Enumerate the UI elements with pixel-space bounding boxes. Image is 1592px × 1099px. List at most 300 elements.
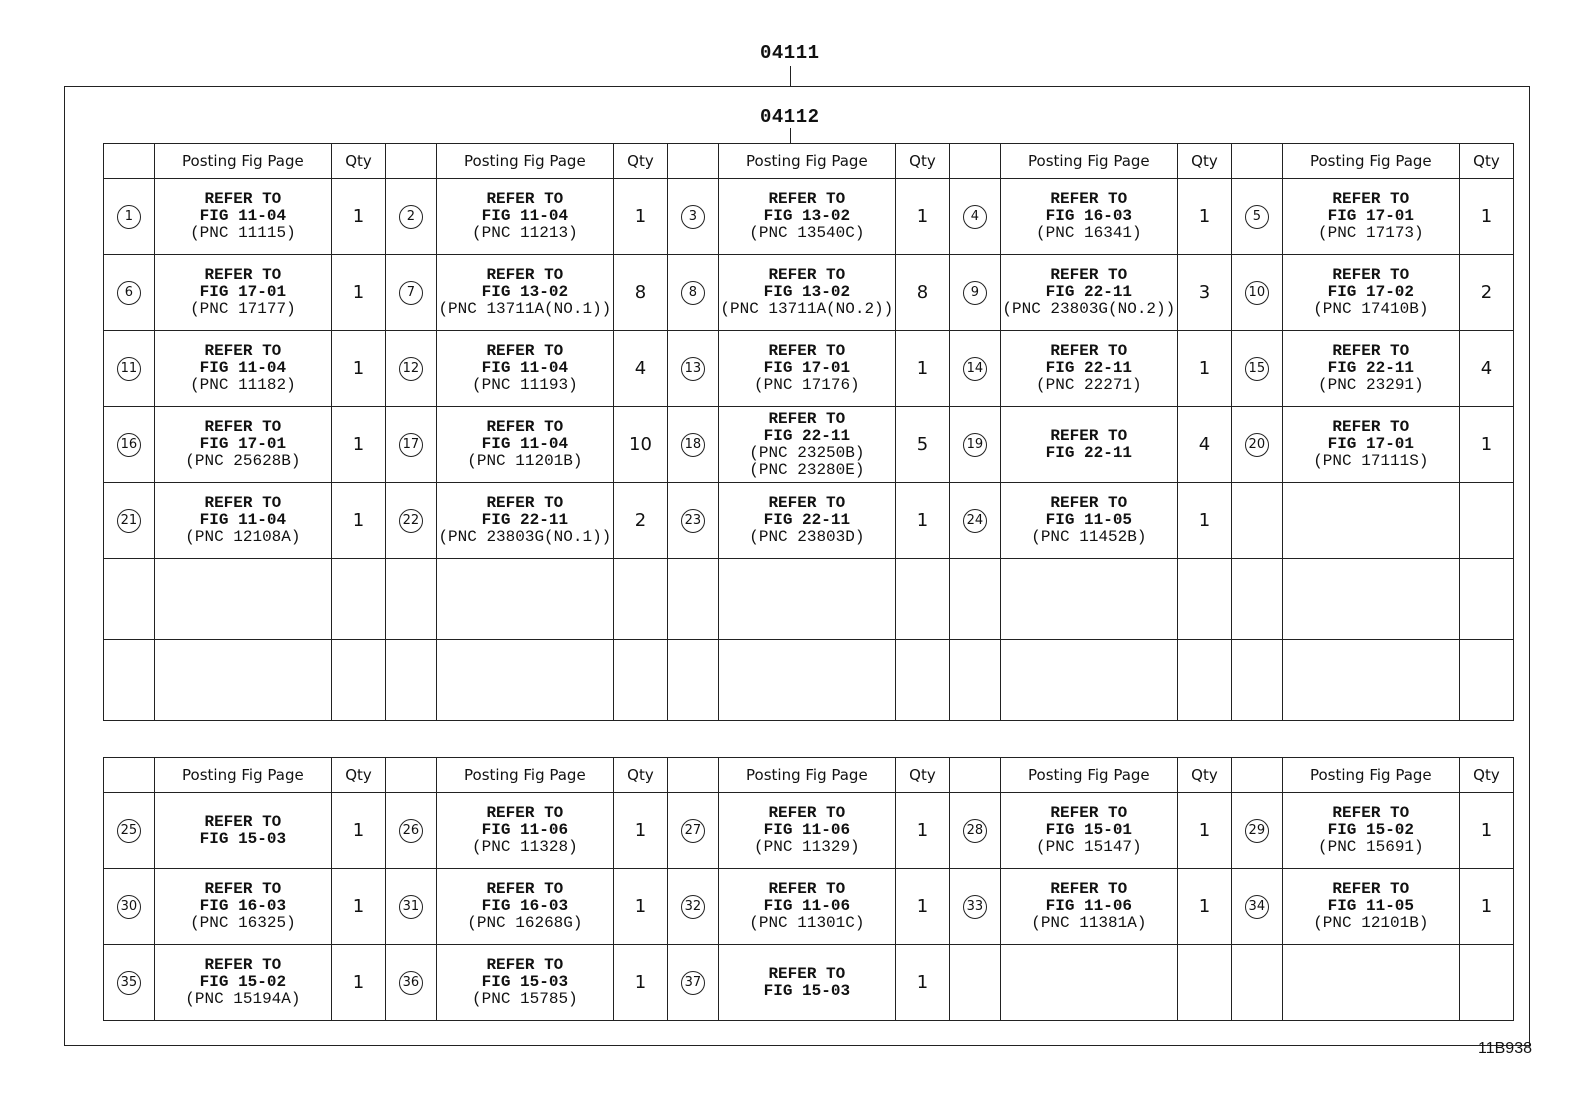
pnc-reference: (PNC 17173) — [1318, 224, 1424, 242]
item-number-cell — [385, 407, 436, 483]
posting-fig-page-cell — [718, 331, 895, 407]
item-number-badge: 12 — [399, 357, 423, 381]
qty-cell — [1177, 559, 1231, 640]
header-posting-fig-page: Posting Fig Page — [718, 144, 895, 179]
pnc-reference: (PNC 17177) — [190, 300, 296, 318]
posting-fig-page-cell — [1282, 483, 1459, 559]
pnc-reference: (PNC 15785) — [472, 990, 578, 1008]
pnc-reference: (PNC 17410B) — [1313, 300, 1429, 318]
item-number-badge: 29 — [1245, 819, 1269, 843]
fig-reference: FIG 17-01 — [199, 283, 287, 301]
item-number-badge: 4 — [963, 205, 987, 229]
item-number-badge: 3 — [681, 205, 705, 229]
fig-reference: FIG 15-02 — [199, 973, 287, 991]
header-posting-fig-page: Posting Fig Page — [1282, 144, 1459, 179]
item-number-cell — [667, 255, 718, 331]
qty-cell: 5 — [895, 407, 949, 483]
header-row — [104, 758, 1514, 793]
fig-reference: FIG 11-06 — [1045, 897, 1133, 915]
header-qty: Qty — [613, 144, 667, 179]
item-number-badge: 28 — [963, 819, 987, 843]
qty-cell — [1459, 945, 1513, 1021]
item-number-badge: 22 — [399, 509, 423, 533]
item-number-badge: 15 — [1245, 357, 1269, 381]
qty-cell: 1 — [1459, 869, 1513, 945]
table-row — [104, 793, 1514, 869]
posting-fig-page-cell — [718, 869, 895, 945]
posting-fig-page-cell — [1282, 869, 1459, 945]
fig-reference: FIG 17-01 — [763, 359, 851, 377]
table-row — [104, 179, 1514, 255]
figure-code: 11B938 — [1478, 1040, 1532, 1057]
item-number-badge: 14 — [963, 357, 987, 381]
posting-fig-page-cell — [718, 640, 895, 721]
item-number-cell — [104, 793, 155, 869]
qty-cell: 1 — [1177, 793, 1231, 869]
item-number-cell — [667, 640, 718, 721]
item-number-cell — [667, 945, 718, 1021]
fig-reference: FIG 16-03 — [481, 897, 569, 915]
table-row — [104, 945, 1514, 1021]
item-number-cell — [949, 407, 1000, 483]
header-index-blank — [949, 758, 1000, 793]
leader-outer — [790, 66, 791, 86]
refer-label: REFER TO — [204, 494, 282, 512]
qty-cell — [613, 559, 667, 640]
item-number-cell — [104, 179, 155, 255]
item-number-badge: 27 — [681, 819, 705, 843]
qty-cell: 10 — [613, 407, 667, 483]
item-number-cell — [949, 793, 1000, 869]
table-row — [104, 559, 1514, 640]
header-qty: Qty — [1459, 758, 1513, 793]
qty-cell: 1 — [1177, 331, 1231, 407]
header-index-blank — [667, 144, 718, 179]
item-number-cell — [949, 640, 1000, 721]
pnc-reference: (PNC 11182) — [190, 376, 296, 394]
pnc-reference: (PNC 16325) — [190, 914, 296, 932]
pnc-reference: (PNC 13711A(NO.1)) — [438, 300, 612, 318]
fig-reference: FIG 22-11 — [1045, 443, 1133, 462]
qty-cell: 4 — [613, 331, 667, 407]
fig-reference: FIG 11-06 — [481, 821, 569, 839]
posting-fig-page-cell — [1000, 869, 1177, 945]
qty-cell — [1177, 640, 1231, 721]
item-number-badge: 36 — [399, 971, 423, 995]
qty-cell — [331, 640, 385, 721]
qty-cell: 8 — [895, 255, 949, 331]
qty-cell — [331, 559, 385, 640]
item-number-badge: 16 — [117, 433, 141, 457]
refer-label: REFER TO — [1332, 804, 1410, 822]
refer-label: REFER TO — [1050, 494, 1128, 512]
item-number-badge: 19 — [963, 433, 987, 457]
qty-cell: 2 — [613, 483, 667, 559]
item-number-cell — [667, 793, 718, 869]
posting-fig-page-cell — [1000, 331, 1177, 407]
table-row — [104, 483, 1514, 559]
qty-cell: 1 — [331, 793, 385, 869]
posting-fig-page-cell — [1000, 559, 1177, 640]
fig-reference: FIG 13-02 — [481, 283, 569, 301]
fig-reference: FIG 13-02 — [763, 207, 851, 225]
item-number-cell — [104, 559, 155, 640]
header-qty: Qty — [1177, 758, 1231, 793]
qty-cell: 4 — [1177, 407, 1231, 483]
item-number-badge: 25 — [117, 819, 141, 843]
fig-reference: FIG 11-05 — [1045, 511, 1133, 529]
header-index-blank — [385, 144, 436, 179]
callout-inner: 04112 — [760, 106, 820, 128]
posting-fig-page-cell — [1282, 559, 1459, 640]
item-number-cell — [385, 945, 436, 1021]
posting-fig-page-cell — [1000, 255, 1177, 331]
posting-fig-page-cell — [154, 945, 331, 1021]
pnc-reference: (PNC 11328) — [472, 838, 578, 856]
refer-label: REFER TO — [1332, 880, 1410, 898]
posting-fig-page-cell — [1282, 255, 1459, 331]
item-number-cell — [1231, 407, 1282, 483]
item-number-badge: 37 — [681, 971, 705, 995]
refer-label: REFER TO — [768, 804, 846, 822]
item-number-badge: 35 — [117, 971, 141, 995]
refer-label: REFER TO — [204, 418, 282, 436]
fig-reference: FIG 17-02 — [1327, 283, 1415, 301]
refer-label: REFER TO — [1050, 804, 1128, 822]
refer-label: REFER TO — [768, 190, 846, 208]
qty-cell: 1 — [613, 945, 667, 1021]
header-qty: Qty — [613, 758, 667, 793]
qty-cell: 1 — [331, 255, 385, 331]
posting-fig-page-cell — [718, 407, 895, 483]
header-row — [104, 144, 1514, 179]
refer-label: REFER TO — [1050, 266, 1128, 284]
header-index-blank — [1231, 758, 1282, 793]
item-number-cell — [949, 869, 1000, 945]
pnc-reference: (PNC 23803D) — [749, 528, 865, 546]
item-number-cell — [667, 483, 718, 559]
posting-fig-page-cell — [436, 559, 613, 640]
qty-cell: 1 — [331, 407, 385, 483]
posting-fig-page-cell — [154, 559, 331, 640]
posting-fig-page-cell — [718, 945, 895, 1021]
item-number-badge: 24 — [963, 509, 987, 533]
posting-fig-page-cell — [154, 179, 331, 255]
refer-label: REFER TO — [1050, 426, 1128, 445]
qty-cell — [613, 640, 667, 721]
item-number-badge: 9 — [963, 281, 987, 305]
qty-cell: 1 — [895, 869, 949, 945]
pnc-reference: (PNC 16341) — [1036, 224, 1142, 242]
refer-label: REFER TO — [486, 190, 564, 208]
item-number-cell — [1231, 869, 1282, 945]
item-number-cell — [1231, 559, 1282, 640]
item-number-cell — [667, 331, 718, 407]
item-number-cell — [104, 945, 155, 1021]
refer-label: REFER TO — [486, 342, 564, 360]
item-number-cell — [385, 255, 436, 331]
refer-label: REFER TO — [768, 409, 846, 428]
header-index-blank — [104, 144, 155, 179]
posting-fig-page-cell — [1282, 640, 1459, 721]
header-posting-fig-page: Posting Fig Page — [154, 758, 331, 793]
fig-reference: FIG 15-03 — [763, 981, 851, 1000]
fig-reference: FIG 11-04 — [199, 511, 287, 529]
qty-cell: 1 — [895, 793, 949, 869]
item-number-badge: 21 — [117, 509, 141, 533]
qty-cell: 2 — [1459, 255, 1513, 331]
refer-label: REFER TO — [486, 956, 564, 974]
item-number-badge: 1 — [117, 205, 141, 229]
qty-cell — [895, 640, 949, 721]
pnc-reference: (PNC 23250B) — [749, 443, 865, 462]
table-row — [104, 407, 1514, 483]
pnc-reference: (PNC 15147) — [1036, 838, 1142, 856]
refer-label: REFER TO — [204, 342, 282, 360]
pnc-reference: (PNC 17111S) — [1313, 452, 1429, 470]
header-qty: Qty — [895, 144, 949, 179]
fig-reference: FIG 22-11 — [481, 511, 569, 529]
item-number-cell — [104, 407, 155, 483]
item-number-cell — [104, 255, 155, 331]
fig-reference: FIG 22-11 — [1045, 283, 1133, 301]
pnc-reference: (PNC 11213) — [472, 224, 578, 242]
refer-label: REFER TO — [204, 812, 282, 831]
refer-label: REFER TO — [486, 266, 564, 284]
refer-label: REFER TO — [204, 190, 282, 208]
fig-reference: FIG 11-04 — [481, 435, 569, 453]
fig-reference: FIG 13-02 — [763, 283, 851, 301]
pnc-reference: (PNC 11329) — [754, 838, 860, 856]
fig-reference: FIG 11-05 — [1327, 897, 1415, 915]
fig-reference: FIG 11-06 — [763, 897, 851, 915]
header-posting-fig-page: Posting Fig Page — [1000, 758, 1177, 793]
posting-fig-page-cell — [1282, 945, 1459, 1021]
item-number-cell — [949, 255, 1000, 331]
item-number-badge: 6 — [117, 281, 141, 305]
item-number-cell — [1231, 640, 1282, 721]
posting-fig-page-cell — [1282, 407, 1459, 483]
leader-inner — [790, 128, 791, 144]
fig-reference: FIG 16-03 — [1045, 207, 1133, 225]
header-posting-fig-page: Posting Fig Page — [154, 144, 331, 179]
posting-fig-page-cell — [436, 407, 613, 483]
qty-cell: 1 — [1177, 483, 1231, 559]
item-number-cell — [949, 331, 1000, 407]
table-row — [104, 255, 1514, 331]
fig-reference: FIG 15-03 — [481, 973, 569, 991]
posting-fig-page-cell — [1000, 407, 1177, 483]
item-number-cell — [104, 483, 155, 559]
refer-label: REFER TO — [486, 880, 564, 898]
posting-fig-page-cell — [154, 483, 331, 559]
pnc-reference: (PNC 11115) — [190, 224, 296, 242]
item-number-badge: 18 — [681, 433, 705, 457]
refer-label: REFER TO — [768, 266, 846, 284]
posting-fig-page-cell — [154, 331, 331, 407]
posting-fig-page-cell — [436, 331, 613, 407]
qty-cell: 1 — [895, 179, 949, 255]
callout-outer: 04111 — [760, 42, 820, 64]
posting-fig-page-cell — [718, 559, 895, 640]
posting-fig-page-cell — [1282, 179, 1459, 255]
item-number-cell — [667, 559, 718, 640]
posting-fig-page-cell — [154, 869, 331, 945]
pnc-reference: (PNC 11381A) — [1031, 914, 1147, 932]
refer-label: REFER TO — [1050, 342, 1128, 360]
item-number-cell — [104, 869, 155, 945]
item-number-badge: 2 — [399, 205, 423, 229]
posting-fig-page-cell — [436, 640, 613, 721]
header-qty: Qty — [895, 758, 949, 793]
pnc-reference: (PNC 13711A(NO.2)) — [720, 300, 894, 318]
pnc-reference: (PNC 23803G(NO.1)) — [438, 528, 612, 546]
fig-reference: FIG 11-04 — [199, 359, 287, 377]
posting-fig-page-cell — [718, 179, 895, 255]
item-number-badge: 5 — [1245, 205, 1269, 229]
item-number-cell — [1231, 255, 1282, 331]
qty-cell: 1 — [613, 179, 667, 255]
item-number-cell — [949, 945, 1000, 1021]
fig-reference: FIG 22-11 — [1327, 359, 1415, 377]
posting-fig-page-cell — [1282, 331, 1459, 407]
posting-fig-page-cell — [1282, 793, 1459, 869]
item-number-cell — [667, 407, 718, 483]
posting-fig-page-cell — [1000, 483, 1177, 559]
item-number-badge: 10 — [1245, 281, 1269, 305]
table-row — [104, 640, 1514, 721]
qty-cell: 1 — [895, 483, 949, 559]
refer-label: REFER TO — [204, 956, 282, 974]
posting-fig-page-cell — [718, 255, 895, 331]
pnc-reference: (PNC 15691) — [1318, 838, 1424, 856]
item-number-cell — [385, 331, 436, 407]
fig-reference: FIG 11-04 — [481, 207, 569, 225]
qty-cell — [1459, 559, 1513, 640]
item-number-cell — [385, 869, 436, 945]
refer-label: REFER TO — [1332, 418, 1410, 436]
refer-label: REFER TO — [1332, 266, 1410, 284]
qty-cell: 1 — [1177, 179, 1231, 255]
pnc-reference: (PNC 11301C) — [749, 914, 865, 932]
qty-cell: 1 — [895, 331, 949, 407]
fig-reference: FIG 15-01 — [1045, 821, 1133, 839]
fig-reference: FIG 22-11 — [763, 511, 851, 529]
fig-reference: FIG 11-06 — [763, 821, 851, 839]
pnc-reference: (PNC 23291) — [1318, 376, 1424, 394]
qty-cell: 4 — [1459, 331, 1513, 407]
posting-fig-page-cell — [1000, 945, 1177, 1021]
refer-label: REFER TO — [768, 964, 846, 983]
qty-cell: 1 — [895, 945, 949, 1021]
refer-label: REFER TO — [768, 342, 846, 360]
header-posting-fig-page: Posting Fig Page — [1000, 144, 1177, 179]
posting-fig-page-cell — [1000, 640, 1177, 721]
fig-reference: FIG 11-04 — [481, 359, 569, 377]
item-number-badge: 23 — [681, 509, 705, 533]
item-number-cell — [385, 640, 436, 721]
item-number-badge: 20 — [1245, 433, 1269, 457]
qty-cell: 1 — [331, 945, 385, 1021]
item-number-cell — [949, 179, 1000, 255]
pnc-reference: (PNC 22271) — [1036, 376, 1142, 394]
refer-label: REFER TO — [204, 880, 282, 898]
fig-reference: FIG 16-03 — [199, 897, 287, 915]
posting-fig-page-cell — [154, 640, 331, 721]
pnc-reference: (PNC 13540C) — [749, 224, 865, 242]
qty-cell — [1177, 945, 1231, 1021]
header-index-blank — [1231, 144, 1282, 179]
header-qty: Qty — [1459, 144, 1513, 179]
item-number-badge: 32 — [681, 895, 705, 919]
fig-reference: FIG 22-11 — [763, 426, 851, 445]
reference-table-lower — [103, 757, 1514, 1021]
fig-reference: FIG 17-01 — [1327, 207, 1415, 225]
refer-label: REFER TO — [486, 804, 564, 822]
item-number-badge: 17 — [399, 433, 423, 457]
fig-reference: FIG 17-01 — [1327, 435, 1415, 453]
header-index-blank — [949, 144, 1000, 179]
refer-label: REFER TO — [486, 494, 564, 512]
item-number-cell — [385, 559, 436, 640]
item-number-cell — [1231, 331, 1282, 407]
qty-cell: 1 — [1177, 869, 1231, 945]
refer-label: REFER TO — [486, 418, 564, 436]
qty-cell — [1459, 483, 1513, 559]
pnc-reference: (PNC 12101B) — [1313, 914, 1429, 932]
posting-fig-page-cell — [436, 869, 613, 945]
pnc-reference: (PNC 25628B) — [185, 452, 301, 470]
qty-cell — [895, 559, 949, 640]
qty-cell: 1 — [1459, 407, 1513, 483]
pnc-reference: (PNC 16268G) — [467, 914, 583, 932]
item-number-badge: 11 — [117, 357, 141, 381]
posting-fig-page-cell — [718, 793, 895, 869]
qty-cell: 1 — [613, 869, 667, 945]
header-index-blank — [385, 758, 436, 793]
item-number-cell — [949, 559, 1000, 640]
pnc-reference: (PNC 23280E) — [749, 460, 865, 479]
header-qty: Qty — [1177, 144, 1231, 179]
header-posting-fig-page: Posting Fig Page — [1282, 758, 1459, 793]
qty-cell: 1 — [331, 331, 385, 407]
item-number-badge: 8 — [681, 281, 705, 305]
qty-cell: 3 — [1177, 255, 1231, 331]
posting-fig-page-cell — [436, 255, 613, 331]
item-number-cell — [667, 179, 718, 255]
item-number-cell — [385, 793, 436, 869]
item-number-cell — [1231, 179, 1282, 255]
item-number-cell — [1231, 483, 1282, 559]
item-number-cell — [1231, 945, 1282, 1021]
qty-cell: 8 — [613, 255, 667, 331]
pnc-reference: (PNC 15194A) — [185, 990, 301, 1008]
refer-label: REFER TO — [1050, 190, 1128, 208]
qty-cell — [1459, 640, 1513, 721]
fig-reference: FIG 22-11 — [1045, 359, 1133, 377]
header-posting-fig-page: Posting Fig Page — [718, 758, 895, 793]
refer-label: REFER TO — [768, 494, 846, 512]
refer-label: REFER TO — [1332, 190, 1410, 208]
posting-fig-page-cell — [436, 793, 613, 869]
qty-cell: 1 — [331, 869, 385, 945]
fig-reference: FIG 11-04 — [199, 207, 287, 225]
item-number-badge: 34 — [1245, 895, 1269, 919]
item-number-cell — [104, 640, 155, 721]
qty-cell: 1 — [1459, 793, 1513, 869]
pnc-reference: (PNC 11452B) — [1031, 528, 1147, 546]
item-number-cell — [949, 483, 1000, 559]
